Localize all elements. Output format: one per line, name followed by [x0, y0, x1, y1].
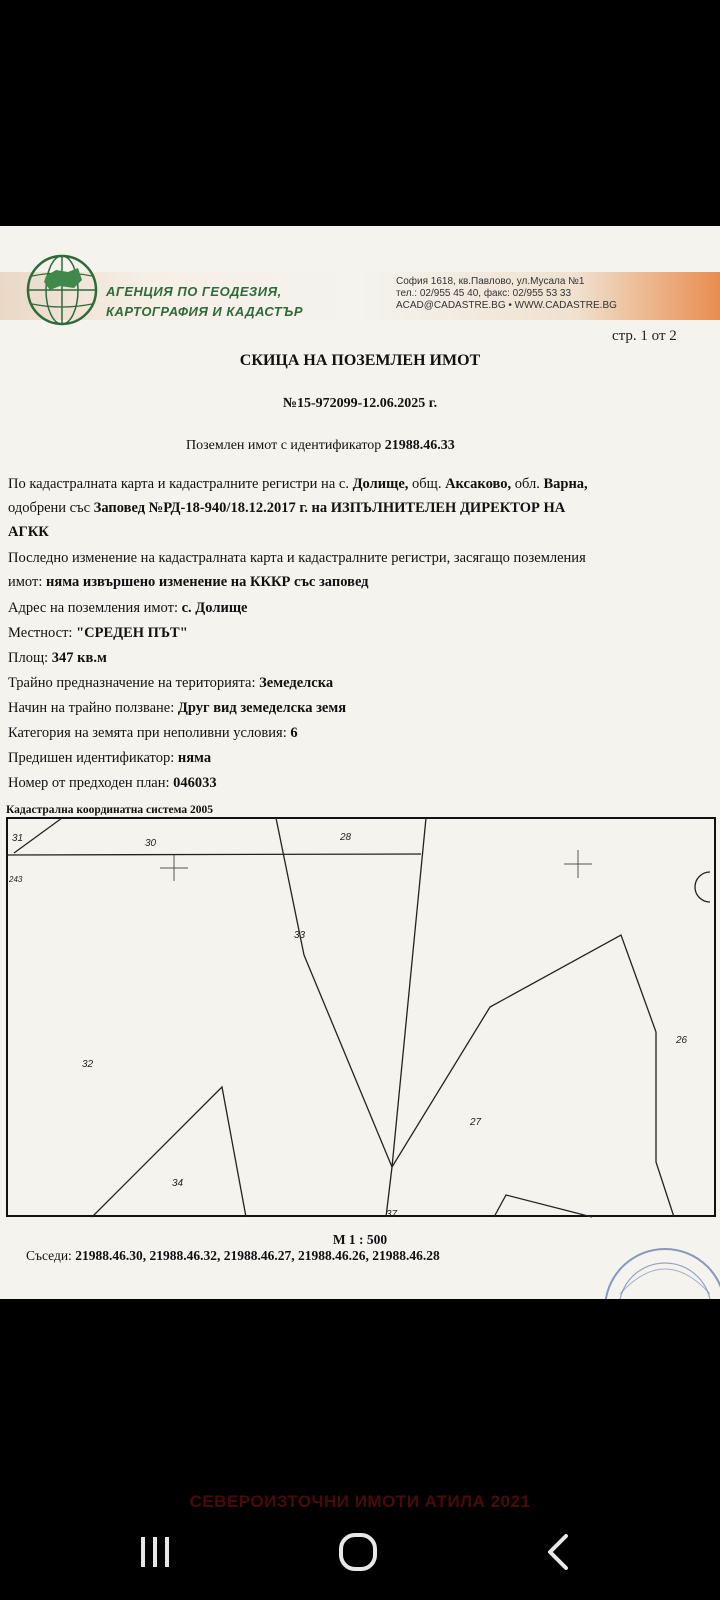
parcel-label: 33: [294, 930, 306, 941]
field-label: Номер от предходен план:: [8, 775, 170, 791]
home-icon[interactable]: [330, 1532, 386, 1572]
identifier-value: 21988.46.33: [384, 438, 455, 453]
region-name: Варна,: [543, 476, 588, 492]
field-previous-plan: [8, 775, 217, 792]
agency-contact: [396, 276, 617, 312]
field-value: няма: [177, 750, 212, 766]
field-value: Друг вид земеделска земя: [177, 700, 347, 716]
para1-line3: [8, 524, 49, 541]
parcel-label: 37: [386, 1209, 398, 1220]
recents-icon[interactable]: [128, 1532, 184, 1572]
parcel-label: 30: [145, 838, 157, 849]
field-value: с. Долище: [181, 600, 248, 616]
parcel-label: 26: [676, 1035, 688, 1046]
agency-name: [106, 282, 303, 322]
field-value: "СРЕДЕН ПЪТ": [76, 625, 188, 641]
para1-line2: [8, 500, 565, 517]
neighbors-label: Съседи:: [26, 1248, 72, 1263]
field-label: Местност:: [8, 625, 73, 641]
agency-name-line1: АГЕНЦИЯ ПО ГЕОДЕЗИЯ,: [106, 284, 282, 299]
parcel-label: 243: [9, 875, 23, 884]
field-value: Земеделска: [259, 675, 334, 691]
cadastral-map: [6, 817, 716, 1220]
globe-logo-icon: [24, 252, 100, 328]
field-value: 6: [290, 725, 298, 741]
official-stamp-icon: [600, 1244, 720, 1299]
parcel-label: 34: [172, 1178, 184, 1189]
field-value: 347 кв.м: [51, 650, 107, 666]
page-number: стр. 1 от 2: [612, 328, 677, 344]
map-scale: М 1 : 500: [332, 1232, 388, 1247]
document-sheet: [0, 226, 720, 1299]
document-number: №15-972099-12.06.2025 г.: [282, 396, 438, 411]
village-name: Долище,: [352, 476, 409, 492]
identifier-label: Поземлен имот с идентификатор: [186, 438, 382, 453]
field-label: Площ:: [8, 650, 49, 666]
parcel-boundary: [392, 818, 426, 1167]
map-border: [7, 818, 715, 1216]
parcel-boundary: [7, 854, 421, 855]
coordinate-system-title: Кадастрална координатна система 2005: [6, 804, 213, 816]
parcel-boundary: [494, 1195, 592, 1217]
agency-abbrev: АГКК: [8, 524, 49, 540]
grid-cross-icon: [564, 850, 592, 878]
document-title: СКИЦА НА ПОЗЕМЛЕН ИМОТ: [239, 352, 481, 369]
neighbors: [26, 1248, 440, 1264]
field-area: [8, 650, 107, 667]
field-label: Адрес на поземления имот:: [8, 600, 178, 616]
para1-text: одобрени със: [8, 500, 91, 516]
last-change-value: няма извършено изменение на КККР със заповед: [46, 574, 369, 590]
contact-address: София 1618, кв.Павлово, ул.Мусала №1: [396, 276, 585, 287]
watermark: СЕВЕРОИЗТОЧНИ ИМОТИ АТИЛА 2021: [189, 1492, 531, 1511]
municipality-name: Аксаково,: [445, 476, 512, 492]
contact-phone: тел.: 02/955 45 40, факс: 02/955 53 33: [396, 288, 572, 299]
neighbors-value: 21988.46.30, 21988.46.32, 21988.46.27, 21988.46.26, 21988.46.28: [75, 1248, 440, 1263]
grid-cross-icon: [160, 855, 188, 881]
parcel-label: 31: [12, 833, 24, 844]
field-label: Предишен идентификатор:: [8, 750, 175, 766]
para1-text: По кадастралната карта и кадастралните регистри на с.: [8, 476, 349, 492]
para2-text: имот:: [8, 574, 43, 590]
field-previous-id: [8, 750, 211, 767]
navigation-bar: [0, 1520, 720, 1580]
field-category: [8, 725, 298, 742]
field-value: 046033: [173, 775, 217, 791]
parcel-boundary: [392, 935, 674, 1217]
field-purpose: [8, 675, 333, 692]
parcel-label: 32: [82, 1059, 94, 1070]
para2-line2: [8, 574, 369, 591]
field-address: [8, 600, 248, 617]
parcel-identifier: [186, 438, 455, 454]
field-label: Трайно предназначение на територията:: [8, 675, 256, 691]
parcel-boundary: [304, 955, 392, 1167]
parcel-boundary: [92, 1087, 246, 1217]
field-usage: [8, 700, 346, 717]
field-label: Начин на трайно ползване:: [8, 700, 175, 716]
back-icon[interactable]: [532, 1532, 588, 1572]
field-locality: [8, 625, 188, 642]
contact-web: ACAD@CADASTRE.BG • WWW.CADASTRE.BG: [396, 300, 617, 311]
parcel-label: 28: [340, 832, 352, 843]
para1-text: общ.: [412, 476, 442, 492]
para1-line1: [8, 476, 588, 493]
field-label: Категория на земята при неполивни условия:: [8, 725, 287, 741]
parcel-boundary: [695, 872, 710, 902]
para2-line1: Последно изменение на кадастралната карта и кадастралните регистри, засягащо поземления: [8, 550, 586, 566]
para1-text: обл.: [514, 476, 540, 492]
approval-order: Заповед №РД-18-940/18.12.2017 г. на ИЗПЪЛНИТЕЛЕН ДИРЕКТОР НА: [93, 500, 566, 516]
parcel-label: 27: [470, 1117, 482, 1128]
agency-name-line2: КАРТОГРАФИЯ И КАДАСТЪР: [106, 304, 303, 319]
